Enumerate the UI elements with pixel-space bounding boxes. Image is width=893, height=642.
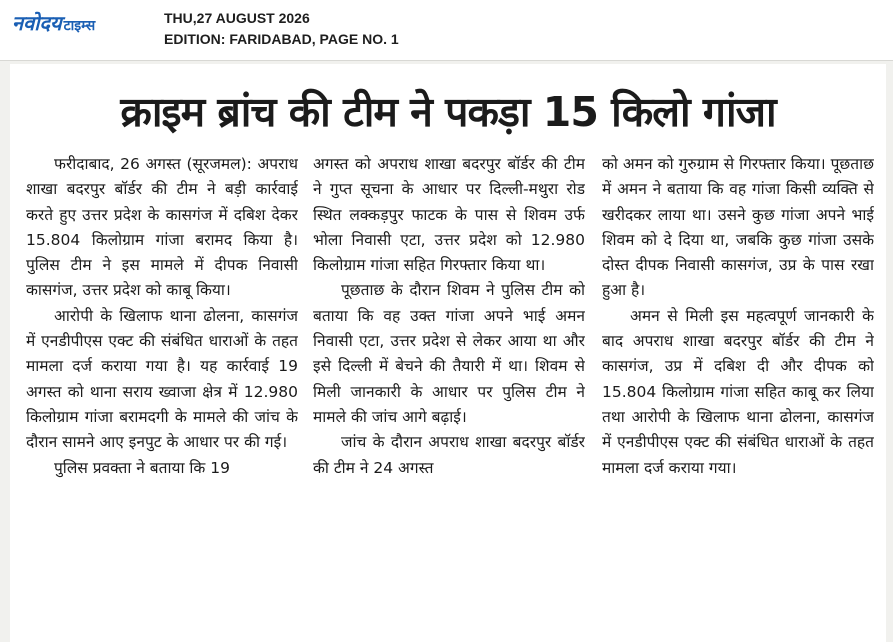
edition-line: EDITION: FARIDABAD, PAGE NO. 1 bbox=[164, 31, 399, 47]
paragraph: को अमन को गुरुग्राम से गिरफ्तार किया। पूछताछ में अमन ने बताया कि वह गांजा किसी व्यक्ति से खरीदकर लाया था। उसने कुछ गांजा अपने भाई शिवम को दे दिया था, जबकि कुछ गांजा उसके दोस्त दीपक निवासी कासगंज, उप्र के पास रखा हुआ है। bbox=[602, 155, 874, 300]
paragraph: पुलिस प्रवक्ता ने बताया कि 19 bbox=[54, 458, 230, 477]
newspaper-logo[interactable] bbox=[12, 9, 95, 36]
article-column-1 bbox=[26, 152, 298, 642]
date-line: THU,27 AUGUST 2026 bbox=[164, 10, 310, 26]
paragraph: फरीदाबाद, 26 अगस्त (सूरजमल): अपराध शाखा बदरपुर बॉर्डर की टीम ने बड़ी कार्रवाई करते हुए उत्तर प्रदेश के कासगंज में दबिश देकर 15.804 किलोग्राम गांजा बरामद किया है। पुलिस टीम ने इस मामले में दीपक निवासी कासगंज, उत्तर प्रदेश को काबू किया। bbox=[26, 155, 298, 300]
paragraph: अगस्त को अपराध शाखा बदरपुर बॉर्डर की टीम ने गुप्त सूचना के आधार पर दिल्ली-मथुरा रोड स्थित लक्कड़पुर फाटक के पास से शिवम उर्फ भोला निवासी एटा, उत्तर प्रदेश को 12.980 किलोग्राम गांजा सहित गिरफ्तार किया था। bbox=[313, 155, 585, 275]
edition-info bbox=[164, 8, 399, 50]
logo-main-text: नवोदय bbox=[12, 11, 62, 35]
article-headline: क्राइम ब्रांच की टीम ने पकड़ा 15 किलो गांजा bbox=[120, 88, 776, 136]
news-clipping bbox=[10, 64, 886, 642]
paragraph: अमन से मिली इस महत्वपूर्ण जानकारी के बाद अपराध शाखा बदरपुर बॉर्डर की टीम ने कासगंज, उप्र में दबिश दी और दीपक को 15.804 किलोग्राम गांजा सहित काबू कर लिया तथा आरोपी के खिलाफ थाना ढोलना, कासगंज में एनडीपीएस एक्ट की संबंधित धाराओं के तहत मामला दर्ज कराया गया। bbox=[602, 306, 874, 477]
paragraph: जांच के दौरान अपराध शाखा बदरपुर बॉर्डर की टीम ने 24 अगस्त bbox=[313, 433, 585, 477]
masthead-bar bbox=[0, 0, 893, 61]
paragraph: आरोपी के खिलाफ थाना ढोलना, कासगंज में एनडीपीएस एक्ट की संबंधित धाराओं के तहत मामला दर्ज कराया गया है। यह कार्रवाई 19 अगस्त को थाना सराय ख्वाजा क्षेत्र में 12.980 किलोग्राम गांजा बरामदगी के मामले की जांच के दौरान सामने आए इनपुट के आधार पर की गई। bbox=[26, 306, 298, 452]
paragraph: पूछताछ के दौरान शिवम ने पुलिस टीम को बताया कि वह उक्त गांजा अपने भाई अमन निवासी एटा, उत्तर प्रदेश से लेकर आया था और इसे दिल्ली में बेचने की तैयारी में था। शिवम से मिली जानकारी के आधार पर पुलिस टीम ने मामले की जांच आगे बढ़ाई। bbox=[313, 281, 585, 426]
logo-sub-text: टाइम्स bbox=[63, 18, 96, 34]
article-column-2 bbox=[313, 152, 585, 642]
article-column-3 bbox=[602, 152, 874, 642]
